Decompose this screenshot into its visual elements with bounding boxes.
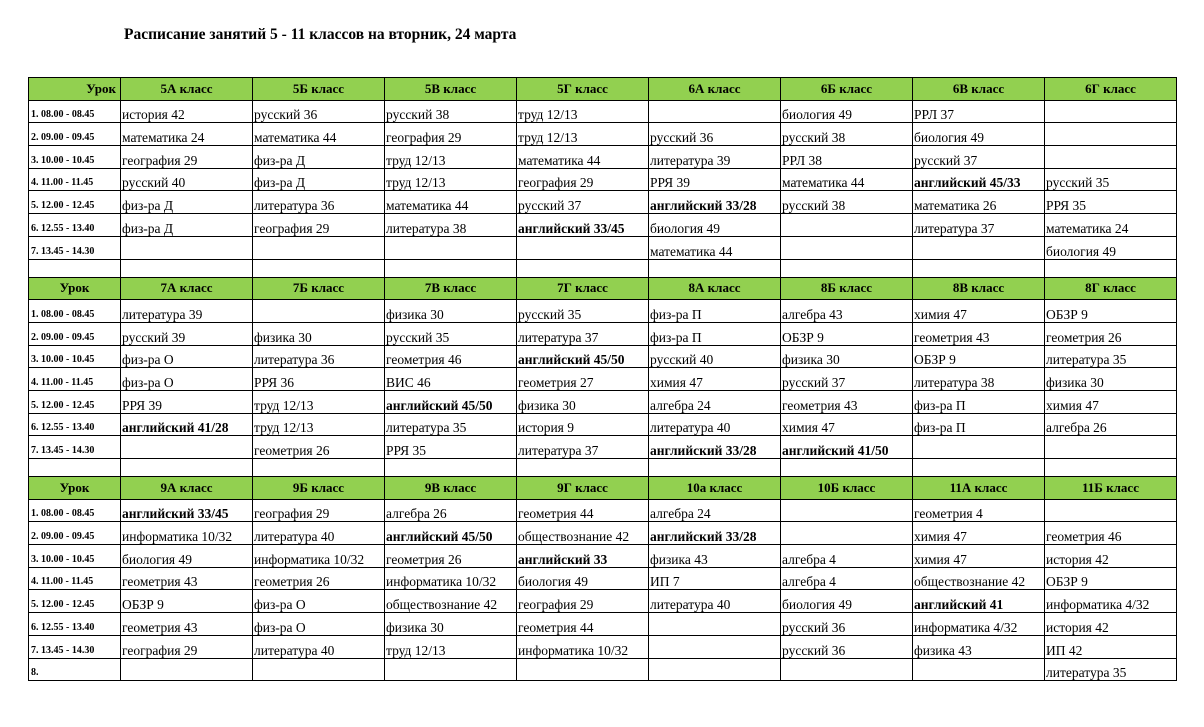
empty-cell: [1045, 259, 1177, 277]
lesson-cell: геометрия 43: [913, 322, 1045, 345]
lesson-cell: [649, 635, 781, 658]
lesson-row: [29, 545, 1177, 568]
lesson-row: [29, 658, 1177, 681]
lesson-cell: труд 12/13: [253, 390, 385, 413]
lesson-cell: труд 12/13: [385, 146, 517, 169]
class-header: 8Г класс: [1045, 277, 1177, 300]
class-header: 9В класс: [385, 477, 517, 500]
lesson-cell: русский 38: [781, 123, 913, 146]
lesson-cell: [781, 522, 913, 545]
class-header-row: [29, 277, 1177, 300]
lesson-cell: химия 47: [781, 413, 913, 436]
lesson-cell: химия 47: [913, 545, 1045, 568]
class-header: 9Г класс: [517, 477, 649, 500]
lesson-cell: литература 36: [253, 191, 385, 214]
lesson-cell: русский 37: [781, 368, 913, 391]
lesson-cell: русский 36: [253, 100, 385, 123]
empty-cell: [253, 459, 385, 477]
class-header: 7А класс: [121, 277, 253, 300]
lesson-cell: английский 41/50: [781, 436, 913, 459]
lesson-time: 6. 12.55 - 13.40: [29, 613, 121, 636]
lesson-cell: [649, 100, 781, 123]
lesson-cell: физ-ра П: [649, 300, 781, 323]
class-header: 10Б класс: [781, 477, 913, 500]
lesson-time: 3. 10.00 - 10.45: [29, 345, 121, 368]
class-header: 9А класс: [121, 477, 253, 500]
lesson-cell: литература 40: [649, 413, 781, 436]
lesson-cell: биология 49: [517, 567, 649, 590]
lesson-cell: география 29: [253, 214, 385, 237]
lesson-cell: ОБЗР 9: [913, 345, 1045, 368]
lesson-cell: английский 33/28: [649, 522, 781, 545]
lesson-cell: [517, 236, 649, 259]
lesson-cell: физика 30: [385, 613, 517, 636]
lesson-cell: география 29: [121, 635, 253, 658]
lesson-cell: физ-ра О: [253, 613, 385, 636]
lesson-cell: литература 35: [1045, 345, 1177, 368]
lesson-cell: физ-ра О: [121, 345, 253, 368]
lesson-time: 2. 09.00 - 09.45: [29, 123, 121, 146]
empty-cell: [649, 259, 781, 277]
lesson-row: [29, 236, 1177, 259]
lesson-cell: биология 49: [781, 100, 913, 123]
lesson-cell: ОБЗР 9: [121, 590, 253, 613]
lesson-row: [29, 413, 1177, 436]
lesson-time: 2. 09.00 - 09.45: [29, 522, 121, 545]
lesson-cell: [385, 658, 517, 681]
lesson-time: 3. 10.00 - 10.45: [29, 146, 121, 169]
lesson-row: [29, 300, 1177, 323]
schedule-table: [28, 77, 1177, 681]
lesson-cell: биология 49: [1045, 236, 1177, 259]
class-header: 7Б класс: [253, 277, 385, 300]
lesson-row: [29, 567, 1177, 590]
lesson-cell: история 9: [517, 413, 649, 436]
lesson-time: 8.: [29, 658, 121, 681]
lesson-cell: алгебра 43: [781, 300, 913, 323]
lesson-row: [29, 168, 1177, 191]
lesson-cell: РРЯ 39: [121, 390, 253, 413]
lesson-cell: [649, 613, 781, 636]
lesson-row: [29, 522, 1177, 545]
lesson-row: [29, 499, 1177, 522]
empty-cell: [29, 259, 121, 277]
empty-cell: [913, 459, 1045, 477]
lesson-cell: русский 36: [781, 635, 913, 658]
lesson-cell: география 29: [517, 590, 649, 613]
lesson-cell: [913, 236, 1045, 259]
lesson-cell: физика 43: [649, 545, 781, 568]
lesson-time: 3. 10.00 - 10.45: [29, 545, 121, 568]
lesson-cell: ИП 7: [649, 567, 781, 590]
lesson-time: 4. 11.00 - 11.45: [29, 567, 121, 590]
empty-cell: [517, 459, 649, 477]
lesson-cell: [517, 658, 649, 681]
lesson-row: [29, 191, 1177, 214]
lesson-cell: история 42: [1045, 613, 1177, 636]
lesson-cell: обществознание 42: [913, 567, 1045, 590]
lesson-cell: химия 47: [913, 522, 1045, 545]
lesson-cell: [253, 658, 385, 681]
lesson-cell: география 29: [121, 146, 253, 169]
lesson-cell: география 29: [253, 499, 385, 522]
lesson-time: 7. 13.45 - 14.30: [29, 436, 121, 459]
lesson-cell: математика 44: [649, 236, 781, 259]
lesson-cell: физика 30: [781, 345, 913, 368]
lesson-cell: геометрия 44: [517, 613, 649, 636]
lesson-time: 1. 08.00 - 08.45: [29, 499, 121, 522]
lesson-time: 7. 13.45 - 14.30: [29, 236, 121, 259]
lesson-cell: алгебра 26: [1045, 413, 1177, 436]
lesson-cell: труд 12/13: [517, 100, 649, 123]
empty-cell: [781, 259, 913, 277]
lesson-cell: русский 35: [1045, 168, 1177, 191]
empty-cell: [29, 459, 121, 477]
class-header: 8Б класс: [781, 277, 913, 300]
lesson-cell: информатика 10/32: [253, 545, 385, 568]
empty-cell: [385, 259, 517, 277]
lesson-cell: английский 33: [517, 545, 649, 568]
lesson-cell: литература 40: [253, 635, 385, 658]
lesson-cell: русский 38: [781, 191, 913, 214]
lesson-cell: труд 12/13: [385, 168, 517, 191]
class-header: 6Б класс: [781, 78, 913, 101]
lesson-row: [29, 123, 1177, 146]
lesson-row: [29, 100, 1177, 123]
lesson-cell: геометрия 46: [385, 345, 517, 368]
class-header-row: [29, 477, 1177, 500]
lesson-cell: математика 26: [913, 191, 1045, 214]
empty-cell: [121, 259, 253, 277]
lesson-cell: РРЛ 38: [781, 146, 913, 169]
lesson-row: [29, 635, 1177, 658]
lesson-row: [29, 613, 1177, 636]
page-title: Расписание занятий 5 - 11 классов на вторник, 24 марта: [124, 26, 517, 43]
lesson-cell: английский 45/50: [385, 390, 517, 413]
lesson-cell: русский 40: [121, 168, 253, 191]
lesson-cell: геометрия 43: [121, 567, 253, 590]
lesson-cell: математика 44: [385, 191, 517, 214]
lesson-cell: география 29: [517, 168, 649, 191]
lesson-cell: [781, 236, 913, 259]
lesson-cell: английский 33/28: [649, 191, 781, 214]
lesson-cell: русский 36: [781, 613, 913, 636]
lesson-cell: физ-ра Д: [121, 214, 253, 237]
lesson-cell: геометрия 43: [121, 613, 253, 636]
lesson-cell: труд 12/13: [253, 413, 385, 436]
lesson-cell: русский 37: [517, 191, 649, 214]
empty-cell: [781, 459, 913, 477]
lesson-cell: литература 38: [913, 368, 1045, 391]
lesson-cell: алгебра 4: [781, 567, 913, 590]
class-header: 5А класс: [121, 78, 253, 101]
lesson-cell: литература 40: [649, 590, 781, 613]
lesson-cell: физ-ра Д: [121, 191, 253, 214]
lesson-cell: английский 41/28: [121, 413, 253, 436]
urok-header: Урок: [29, 78, 121, 101]
lesson-cell: английский 41: [913, 590, 1045, 613]
lesson-time: 1. 08.00 - 08.45: [29, 300, 121, 323]
lesson-cell: [1045, 100, 1177, 123]
lesson-cell: [121, 236, 253, 259]
lesson-cell: литература 39: [649, 146, 781, 169]
lesson-cell: литература 40: [253, 522, 385, 545]
lesson-row: [29, 590, 1177, 613]
lesson-cell: ОБЗР 9: [781, 322, 913, 345]
class-header: 5Б класс: [253, 78, 385, 101]
lesson-cell: РРЯ 36: [253, 368, 385, 391]
lesson-cell: информатика 4/32: [1045, 590, 1177, 613]
lesson-cell: ИП 42: [1045, 635, 1177, 658]
lesson-cell: физика 30: [253, 322, 385, 345]
lesson-cell: биология 49: [913, 123, 1045, 146]
lesson-cell: английский 33/45: [517, 214, 649, 237]
lesson-cell: английский 45/33: [913, 168, 1045, 191]
lesson-cell: литература 35: [385, 413, 517, 436]
class-header: 6Г класс: [1045, 78, 1177, 101]
lesson-cell: физика 30: [517, 390, 649, 413]
lesson-cell: информатика 4/32: [913, 613, 1045, 636]
lesson-cell: [1045, 499, 1177, 522]
lesson-cell: информатика 10/32: [121, 522, 253, 545]
lesson-cell: литература 35: [1045, 658, 1177, 681]
class-header: 5В класс: [385, 78, 517, 101]
lesson-cell: физ-ра Д: [253, 168, 385, 191]
lesson-cell: русский 38: [385, 100, 517, 123]
lesson-time: 5. 12.00 - 12.45: [29, 390, 121, 413]
empty-cell: [385, 459, 517, 477]
lesson-cell: геометрия 26: [253, 567, 385, 590]
lesson-cell: физика 30: [1045, 368, 1177, 391]
lesson-cell: РРЯ 39: [649, 168, 781, 191]
class-header: 7Г класс: [517, 277, 649, 300]
lesson-row: [29, 322, 1177, 345]
lesson-cell: физ-ра П: [913, 413, 1045, 436]
class-header: 10а класс: [649, 477, 781, 500]
lesson-cell: биология 49: [649, 214, 781, 237]
lesson-cell: геометрия 4: [913, 499, 1045, 522]
lesson-cell: биология 49: [121, 545, 253, 568]
class-header: 9Б класс: [253, 477, 385, 500]
lesson-cell: [781, 214, 913, 237]
lesson-cell: литература 36: [253, 345, 385, 368]
lesson-cell: математика 24: [1045, 214, 1177, 237]
lesson-cell: обществознание 42: [517, 522, 649, 545]
lesson-cell: физ-ра П: [913, 390, 1045, 413]
lesson-cell: труд 12/13: [517, 123, 649, 146]
lesson-cell: [1045, 123, 1177, 146]
urok-header: Урок: [29, 277, 121, 300]
lesson-cell: физ-ра Д: [253, 146, 385, 169]
lesson-cell: математика 24: [121, 123, 253, 146]
class-header: 8В класс: [913, 277, 1045, 300]
lesson-cell: английский 33/28: [649, 436, 781, 459]
lesson-cell: [253, 236, 385, 259]
spacer-row: [29, 459, 1177, 477]
lesson-cell: физика 43: [913, 635, 1045, 658]
class-header: 11Б класс: [1045, 477, 1177, 500]
lesson-cell: геометрия 43: [781, 390, 913, 413]
lesson-row: [29, 146, 1177, 169]
lesson-cell: [781, 499, 913, 522]
lesson-cell: РРЯ 35: [1045, 191, 1177, 214]
empty-cell: [1045, 459, 1177, 477]
lesson-cell: [649, 658, 781, 681]
class-header: 6А класс: [649, 78, 781, 101]
lesson-row: [29, 368, 1177, 391]
lesson-time: 4. 11.00 - 11.45: [29, 368, 121, 391]
lesson-cell: литература 37: [517, 322, 649, 345]
lesson-cell: труд 12/13: [385, 635, 517, 658]
class-header: 5Г класс: [517, 78, 649, 101]
lesson-time: 5. 12.00 - 12.45: [29, 590, 121, 613]
lesson-cell: [1045, 436, 1177, 459]
lesson-cell: русский 35: [385, 322, 517, 345]
lesson-cell: история 42: [121, 100, 253, 123]
lesson-cell: [781, 658, 913, 681]
lesson-row: [29, 214, 1177, 237]
lesson-time: 7. 13.45 - 14.30: [29, 635, 121, 658]
lesson-cell: геометрия 26: [385, 545, 517, 568]
class-header-row: [29, 78, 1177, 101]
lesson-row: [29, 436, 1177, 459]
empty-cell: [253, 259, 385, 277]
spacer-row: [29, 259, 1177, 277]
urok-header: Урок: [29, 477, 121, 500]
empty-cell: [517, 259, 649, 277]
lesson-row: [29, 345, 1177, 368]
lesson-time: 2. 09.00 - 09.45: [29, 322, 121, 345]
lesson-cell: информатика 10/32: [517, 635, 649, 658]
lesson-cell: английский 45/50: [517, 345, 649, 368]
lesson-cell: геометрия 44: [517, 499, 649, 522]
lesson-time: 5. 12.00 - 12.45: [29, 191, 121, 214]
lesson-cell: английский 33/45: [121, 499, 253, 522]
lesson-cell: история 42: [1045, 545, 1177, 568]
class-header: 8А класс: [649, 277, 781, 300]
lesson-cell: обществознание 42: [385, 590, 517, 613]
lesson-cell: литература 39: [121, 300, 253, 323]
lesson-cell: физ-ра О: [253, 590, 385, 613]
lesson-cell: [913, 436, 1045, 459]
lesson-cell: алгебра 24: [649, 499, 781, 522]
lesson-cell: химия 47: [649, 368, 781, 391]
lesson-cell: литература 38: [385, 214, 517, 237]
lesson-cell: математика 44: [517, 146, 649, 169]
lesson-cell: [913, 658, 1045, 681]
lesson-cell: физ-ра П: [649, 322, 781, 345]
lesson-cell: РРЯ 35: [385, 436, 517, 459]
lesson-cell: литература 37: [517, 436, 649, 459]
lesson-cell: литература 37: [913, 214, 1045, 237]
empty-cell: [649, 459, 781, 477]
lesson-cell: русский 35: [517, 300, 649, 323]
empty-cell: [913, 259, 1045, 277]
lesson-cell: английский 45/50: [385, 522, 517, 545]
lesson-cell: русский 40: [649, 345, 781, 368]
empty-cell: [121, 459, 253, 477]
lesson-cell: русский 37: [913, 146, 1045, 169]
lesson-time: 4. 11.00 - 11.45: [29, 168, 121, 191]
lesson-cell: алгебра 4: [781, 545, 913, 568]
lesson-time: 6. 12.55 - 13.40: [29, 214, 121, 237]
lesson-cell: информатика 10/32: [385, 567, 517, 590]
lesson-cell: алгебра 24: [649, 390, 781, 413]
lesson-cell: математика 44: [781, 168, 913, 191]
lesson-cell: геометрия 27: [517, 368, 649, 391]
lesson-cell: геометрия 26: [253, 436, 385, 459]
lesson-cell: алгебра 26: [385, 499, 517, 522]
class-header: 7В класс: [385, 277, 517, 300]
lesson-cell: химия 47: [1045, 390, 1177, 413]
lesson-cell: биология 49: [781, 590, 913, 613]
lesson-cell: математика 44: [253, 123, 385, 146]
lesson-cell: [253, 300, 385, 323]
lesson-cell: РРЛ 37: [913, 100, 1045, 123]
lesson-cell: [121, 658, 253, 681]
lesson-cell: русский 36: [649, 123, 781, 146]
lesson-cell: русский 39: [121, 322, 253, 345]
lesson-cell: физика 30: [385, 300, 517, 323]
lesson-time: 6. 12.55 - 13.40: [29, 413, 121, 436]
lesson-time: 1. 08.00 - 08.45: [29, 100, 121, 123]
lesson-cell: [121, 436, 253, 459]
lesson-cell: физ-ра О: [121, 368, 253, 391]
lesson-row: [29, 390, 1177, 413]
lesson-cell: ОБЗР 9: [1045, 567, 1177, 590]
class-header: 6В класс: [913, 78, 1045, 101]
lesson-cell: [385, 236, 517, 259]
lesson-cell: география 29: [385, 123, 517, 146]
lesson-cell: химия 47: [913, 300, 1045, 323]
lesson-cell: ОБЗР 9: [1045, 300, 1177, 323]
class-header: 11А класс: [913, 477, 1045, 500]
lesson-cell: [1045, 146, 1177, 169]
lesson-cell: геометрия 46: [1045, 522, 1177, 545]
lesson-cell: геометрия 26: [1045, 322, 1177, 345]
lesson-cell: ВИС 46: [385, 368, 517, 391]
